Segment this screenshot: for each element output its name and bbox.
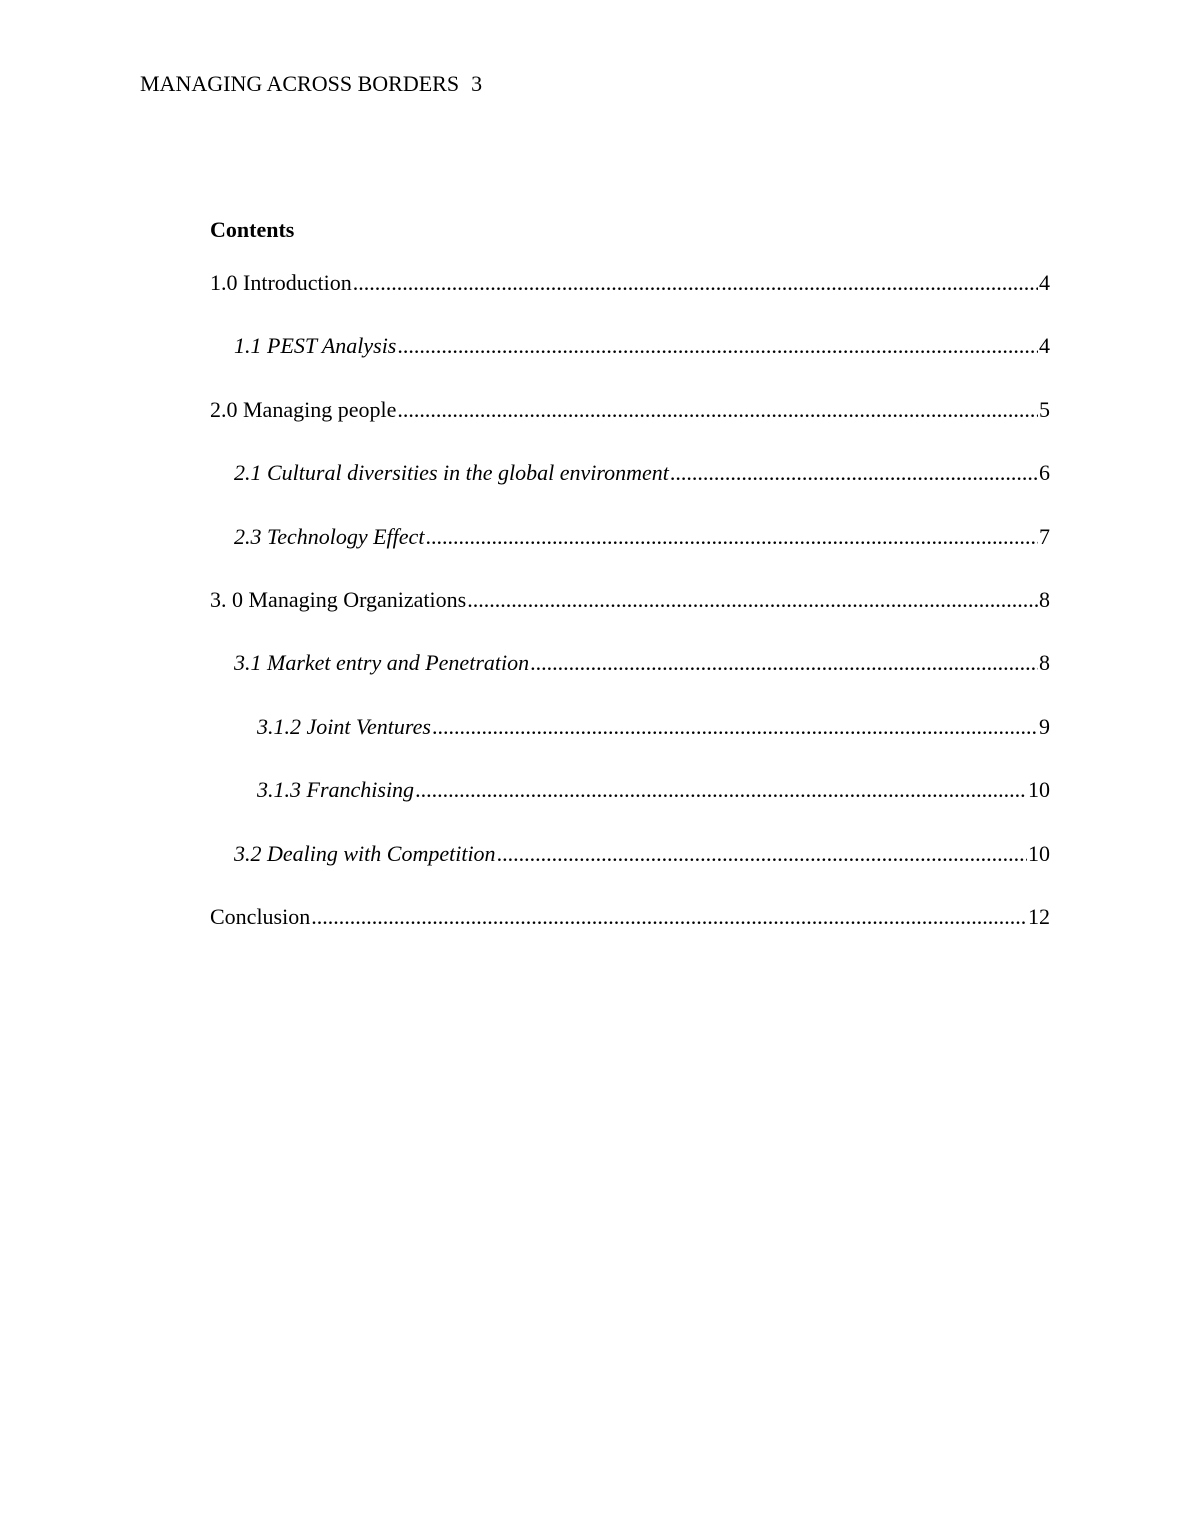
toc-entry-page: 12: [1028, 903, 1050, 929]
toc-dot-leader: [353, 269, 1038, 297]
toc-entry[interactable]: [210, 840, 1050, 868]
toc-dot-leader: [397, 332, 1038, 360]
toc-dot-leader: [432, 713, 1038, 741]
toc-dot-leader: [497, 840, 1027, 868]
toc-entry-page: 8: [1039, 650, 1050, 676]
toc-entry-label: 2.1 Cultural diversities in the global environment: [234, 460, 669, 486]
toc-entry-page: 7: [1039, 523, 1050, 549]
running-head-page-number: 3: [471, 71, 483, 96]
toc-entry-label: 2.3 Technology Effect: [234, 523, 425, 549]
toc-entry-label: 2.0 Managing people: [210, 396, 397, 422]
toc-entry-page: 9: [1039, 713, 1050, 739]
toc-heading: Contents: [210, 217, 295, 242]
toc-entry[interactable]: [210, 713, 1050, 741]
toc-entries: [210, 269, 1050, 931]
toc-dot-leader: [530, 649, 1038, 677]
toc-entry-page: 10: [1028, 840, 1050, 866]
table-of-contents: [210, 215, 1050, 966]
toc-entry-page: 10: [1028, 777, 1050, 803]
toc-entry-label: 3.1.3 Franchising: [257, 777, 415, 803]
toc-entry-label: 1.1 PEST Analysis: [234, 333, 397, 359]
toc-entry[interactable]: [210, 396, 1050, 424]
toc-entry[interactable]: [210, 269, 1050, 297]
toc-entry-label: 1.0 Introduction: [210, 270, 352, 295]
toc-entry-page: 8: [1039, 586, 1050, 612]
toc-dot-leader: [467, 586, 1038, 614]
toc-entry-label: 3.2 Dealing with Competition: [234, 840, 496, 866]
toc-entry-page: 4: [1039, 333, 1050, 359]
toc-entry[interactable]: [210, 523, 1050, 551]
toc-dot-leader: [415, 776, 1027, 804]
toc-entry[interactable]: [210, 332, 1050, 360]
toc-entry-label: 3. 0 Managing Organizations: [210, 586, 467, 612]
toc-entry[interactable]: [210, 776, 1050, 804]
toc-entry-label: 3.1 Market entry and Penetration: [234, 650, 530, 676]
toc-entry-page: 6: [1039, 460, 1050, 486]
toc-dot-leader: [425, 523, 1038, 551]
toc-entry-label: Conclusion: [210, 903, 311, 929]
toc-entry[interactable]: [210, 586, 1050, 614]
toc-entry[interactable]: [210, 649, 1050, 677]
toc-dot-leader: [397, 396, 1038, 424]
running-head-title: MANAGING ACROSS BORDERS: [140, 71, 460, 96]
toc-entry-label: 3.1.2 Joint Ventures: [257, 713, 431, 739]
toc-dot-leader: [311, 903, 1027, 931]
toc-entry-page: 4: [1039, 270, 1050, 295]
running-head: [140, 70, 482, 98]
toc-entry[interactable]: [210, 903, 1050, 931]
toc-entry[interactable]: [210, 459, 1050, 487]
toc-dot-leader: [670, 459, 1038, 487]
toc-entry-page: 5: [1039, 396, 1050, 422]
